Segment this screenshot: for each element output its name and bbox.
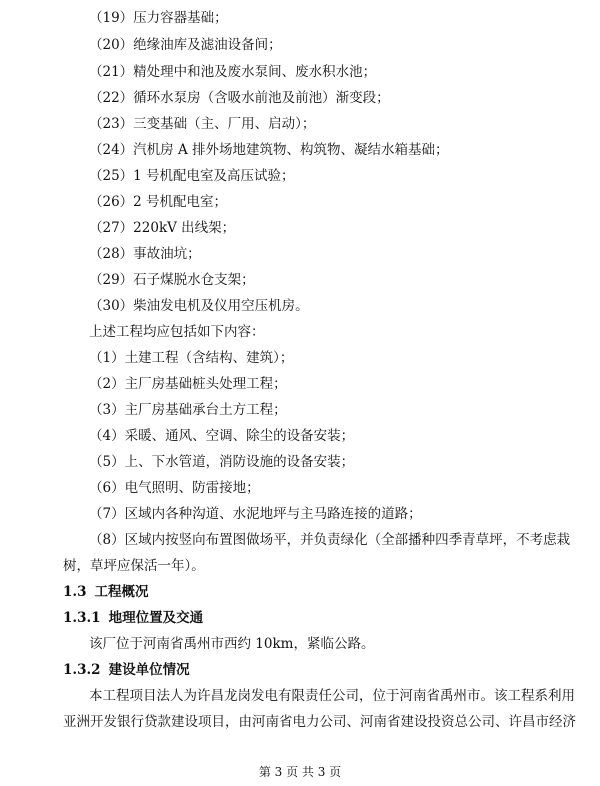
list-item: （24）汽机房 A 排外场地建筑物、构筑物、凝结水箱基础； [89, 142, 449, 158]
list-item: （22）循环水泵房（含吸水前池及前池）渐变段； [89, 90, 390, 106]
section-heading-1-3-2 [63, 661, 190, 679]
list-item: （19）压力容器基础； [89, 10, 228, 26]
section-heading-1-3-1 [63, 609, 203, 627]
list-item: （5）上、下水管道，消防设施的设备安装； [89, 454, 355, 470]
section-number: 1.3 [63, 584, 87, 600]
section-number: 1.3.1 [63, 610, 101, 626]
list-item: （30）柴油发电机及仪用空压机房。 [89, 298, 309, 314]
list-item: （8）区域内按竖向布置图做场平，并负责绿化（全部播种四季青草坪，不考虑栽 [89, 532, 571, 548]
list-item: （3）主厂房基础承台土方工程； [89, 402, 287, 418]
section-title: 工程概况 [94, 584, 149, 600]
list-item: （29）石子煤脱水仓支架； [89, 272, 255, 288]
section-heading-1-3 [63, 583, 149, 601]
list-item: （2）主厂房基础桩头处理工程； [89, 376, 287, 392]
section-title: 地理位置及交通 [108, 610, 204, 626]
list-item-continuation: 树，草坪应保活一年）。 [63, 558, 205, 574]
paragraph-owner-line: 亚洲开发银行贷款建设项目，由河南省电力公司、河南省建设投资总公司、许昌市经济 [63, 714, 576, 730]
list-item: （20）绝缘油库及滤油设备间； [89, 37, 282, 53]
section-title: 建设单位情况 [108, 662, 190, 678]
list-item: （6）电气照明、防雷接地； [89, 480, 260, 496]
list-item: （27）220kV 出线架； [89, 220, 236, 236]
section-number: 1.3.2 [63, 662, 101, 678]
list-item: （1）土建工程（含结构、建筑）； [89, 350, 294, 366]
list-item: （26）2 号机配电室； [89, 194, 228, 210]
list-item: （7）区域内各种沟道、水泥地坪与主马路连接的道路； [89, 506, 422, 522]
list-item: （25）1 号机配电室及高压试验； [89, 168, 295, 184]
paragraph-location: 该厂位于河南省禹州市西约 10km，紧临公路。 [89, 636, 375, 652]
paragraph-owner-line: 本工程项目法人为许昌龙岗发电有限责任公司，位于河南省禹州市。该工程系利用 [89, 688, 575, 704]
list-item: （28）事故油坑； [89, 246, 201, 262]
list-item: （4）采暖、通风、空调、除尘的设备安装； [89, 428, 355, 444]
list-item: （23）三变基础（主、厂用、启动）； [89, 116, 316, 132]
list-item: （21）精处理中和池及废水泵间、废水积水池； [89, 64, 377, 80]
page-footer: 第 3 页 共 3 页 [258, 765, 342, 779]
scope-intro: 上述工程均应包括如下内容： [89, 324, 265, 340]
